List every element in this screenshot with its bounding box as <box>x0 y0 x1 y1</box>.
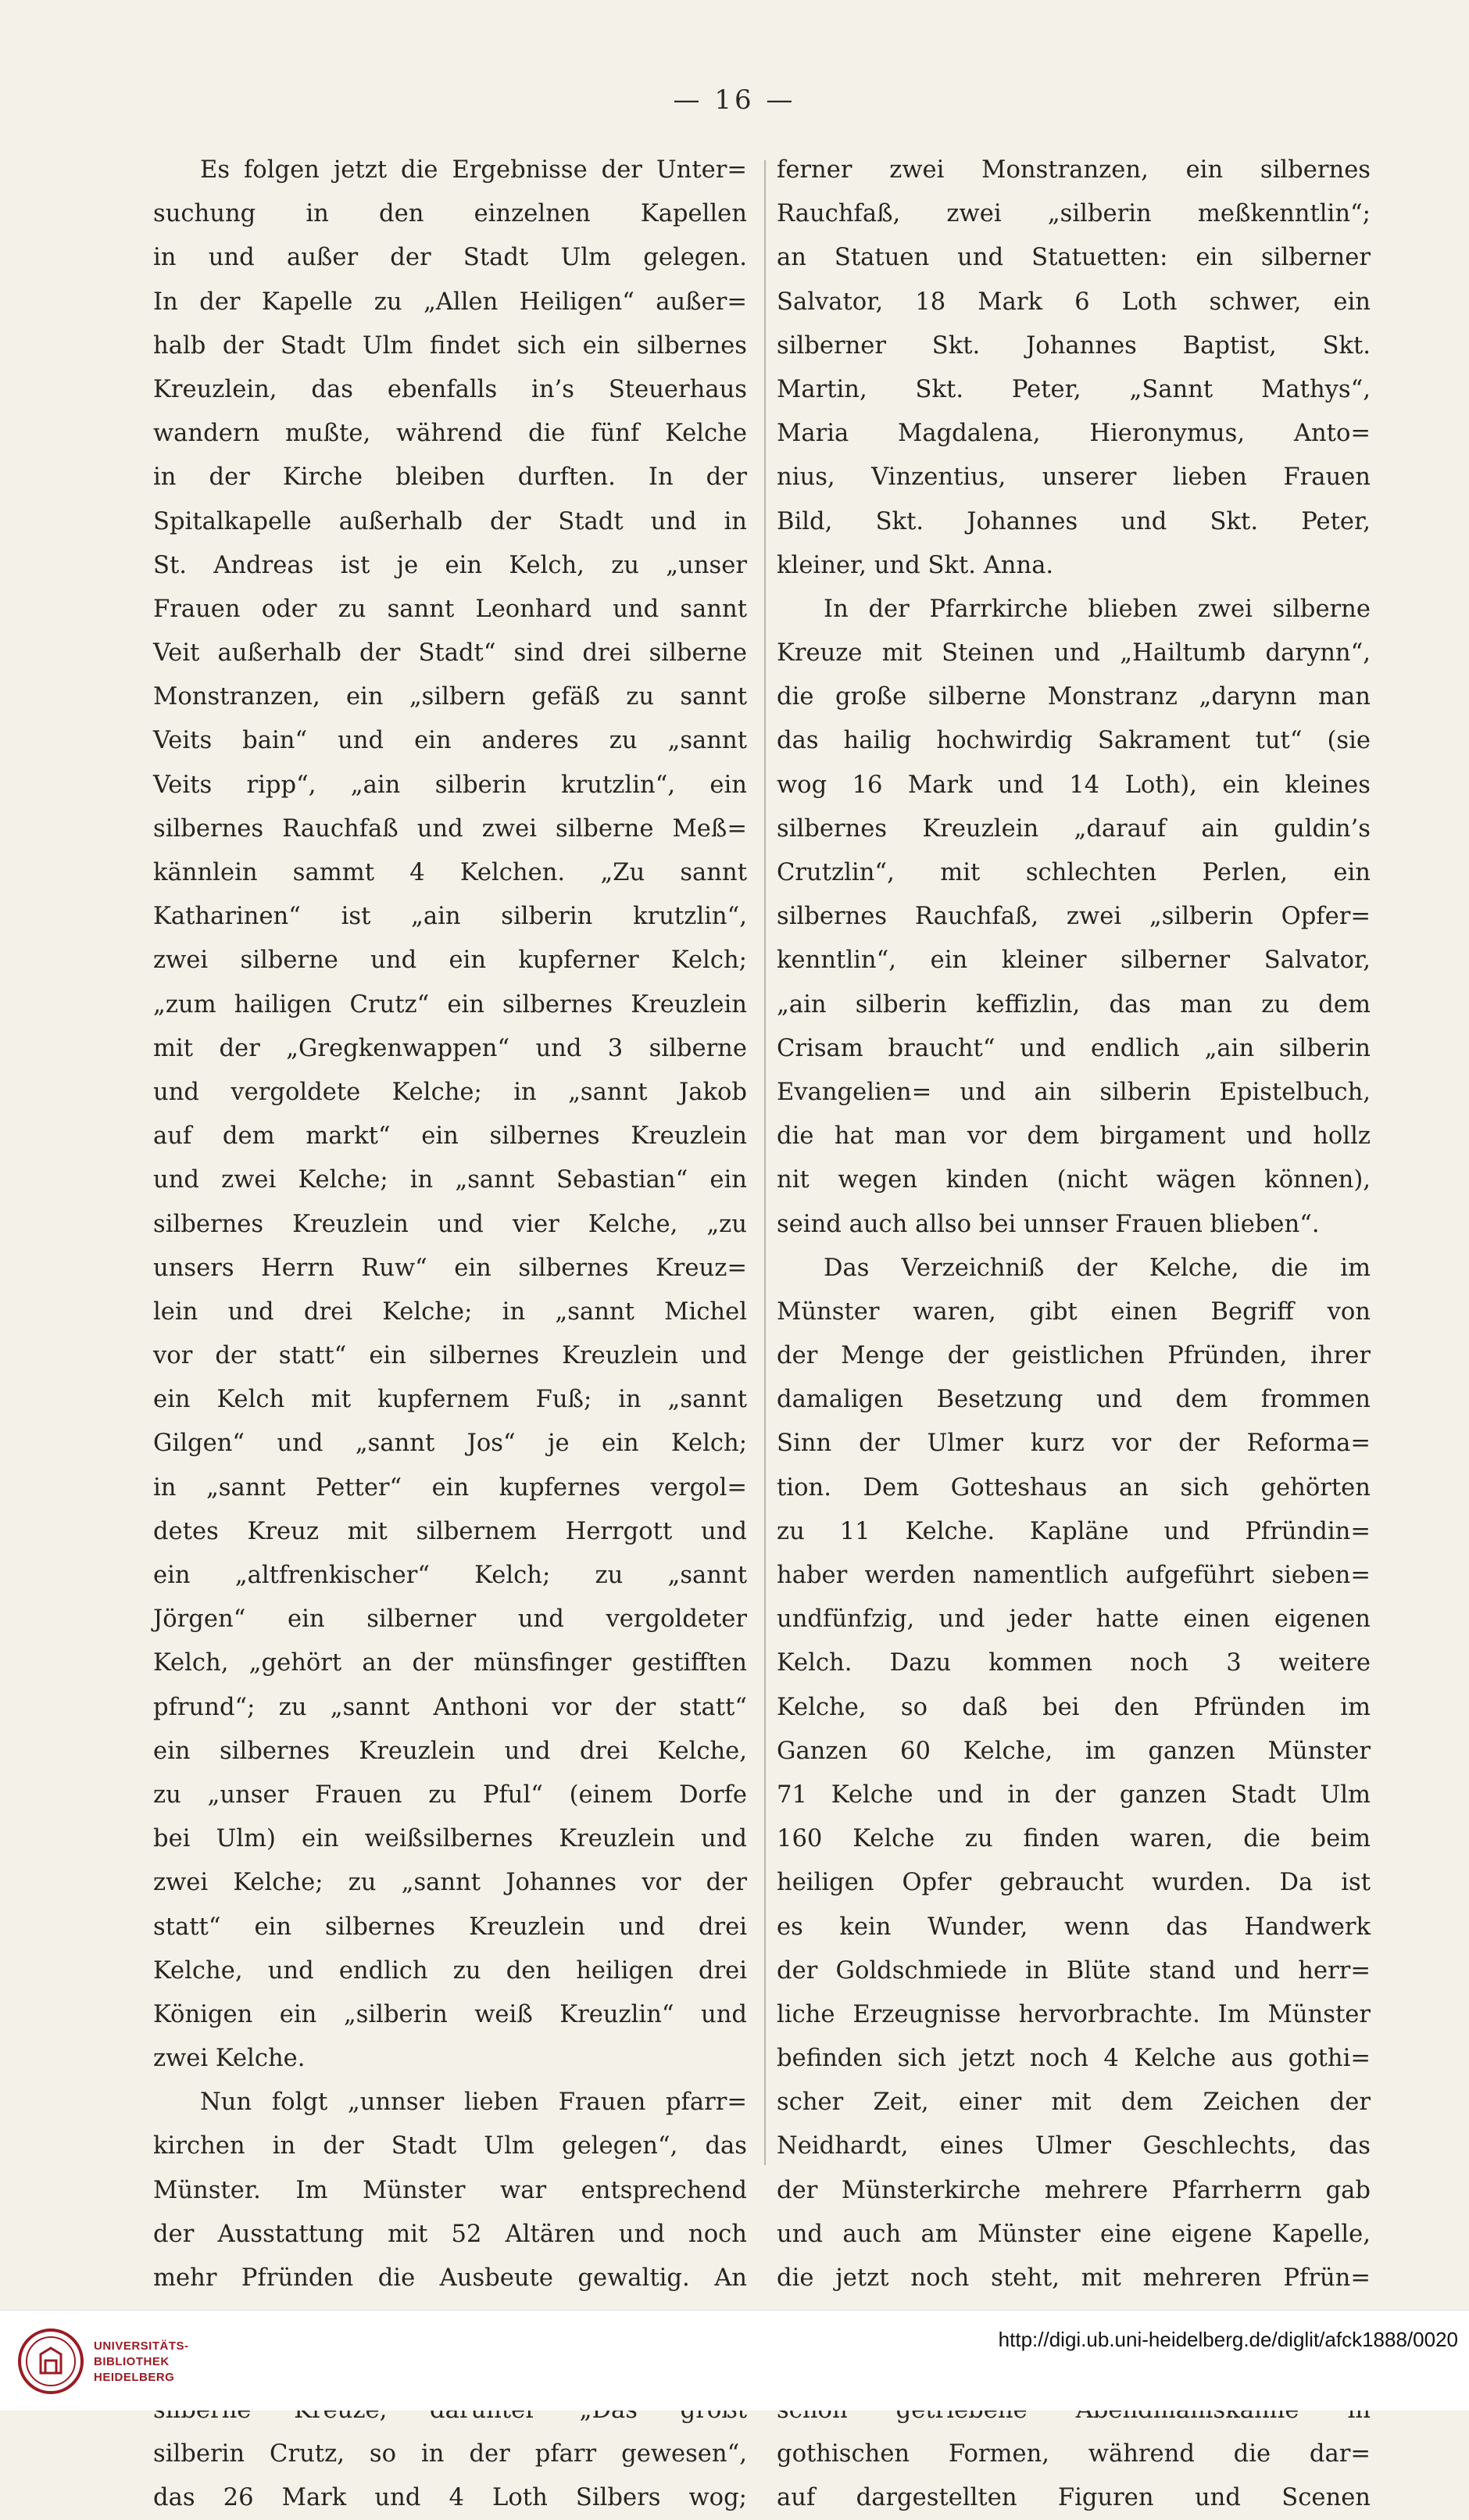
text-line: Monstranzen, ein „silbern gefäß zu sannt <box>153 683 747 711</box>
text-line: befinden sich jetzt noch 4 Kelche aus gothi= <box>777 2045 1371 2073</box>
text-line: Sinn der Ulmer kurz vor der Reforma= <box>777 1430 1371 1458</box>
text-line: zwei Kelche. <box>153 2045 306 2073</box>
text-line: Kelche, so daß bei den Pfründen im <box>777 1693 1371 1721</box>
text-line: undfünfzig, und jeder hatte einen eigenen <box>777 1605 1371 1634</box>
text-line: silbernes Kreuzlein „darauf ain guldin’s <box>777 814 1371 843</box>
text-line: Spitalkapelle außerhalb der Stadt und in <box>153 507 747 535</box>
text-line: St. Andreas ist je ein Kelch, zu „unser <box>153 551 747 579</box>
text-line: es kein Wunder, wenn das Handwerk <box>777 1913 1371 1941</box>
text-line: das 26 Mark und 4 Loth Silbers wog; <box>153 2483 747 2511</box>
text-line: tion. Dem Gotteshaus an sich gehörten <box>777 1473 1371 1502</box>
text-line: scher Zeit, einer mit dem Zeichen der <box>777 2089 1371 2117</box>
text-line: zwei silberne und ein kupferner Kelch; <box>153 947 747 975</box>
text-line: auf dem markt“ ein silbernes Kreuzlein <box>153 1122 747 1151</box>
text-line: Gilgen“ und „sannt Jos“ je ein Kelch; <box>153 1430 747 1458</box>
text-line: die hat man vor dem birgament und hollz <box>777 1122 1371 1151</box>
text-line: lein und drei Kelche; in „sannt Michel <box>153 1298 747 1326</box>
text-line: kenntlin“, ein kleiner silberner Salvator, <box>777 947 1371 975</box>
page-number: — 16 — <box>673 84 796 116</box>
text-line: die jetzt noch steht, mit mehreren Pfrün= <box>777 2264 1371 2292</box>
text-line: 71 Kelche und in der ganzen Stadt Ulm <box>777 1781 1371 1809</box>
text-line: der Münsterkirche mehrere Pfarrherrn gab <box>777 2176 1371 2204</box>
text-line: statt“ ein silbernes Kreuzlein und drei <box>153 1913 747 1941</box>
text-line: Veit außerhalb der Stadt“ sind drei silberne <box>153 639 747 668</box>
text-line: Ganzen 60 Kelche, im ganzen Münster <box>777 1737 1371 1765</box>
text-line: nit wegen kinden (nicht wägen können), <box>777 1166 1371 1194</box>
text-line: zu „unser Frauen zu Pful“ (einem Dorfe <box>153 1781 747 1809</box>
text-line: In der Kapelle zu „Allen Heiligen“ außer= <box>153 288 747 316</box>
text-line: Maria Magdalena, Hieronymus, Anto= <box>777 420 1371 448</box>
text-line: In der Pfarrkirche blieben zwei silberne <box>824 595 1371 623</box>
text-line: Nun folgt „unnser lieben Frauen pfarr= <box>200 2089 747 2117</box>
text-line: ferner zwei Monstranzen, ein silbernes <box>777 156 1371 184</box>
text-line: kirchen in der Stadt Ulm gelegen“, das <box>153 2132 747 2160</box>
text-line: der Goldschmiede in Blüte stand und herr= <box>777 1956 1371 1985</box>
text-line: Kreuze mit Steinen und „Hailtumb darynn“, <box>777 639 1371 668</box>
text-line: Martin, Skt. Peter, „Sannt Mathys“, <box>777 375 1371 403</box>
text-line: Kelch, „gehört an der münsfinger gestifften <box>153 1649 747 1677</box>
text-line: Rauchfaß, zwei „silberin meßkenntlin“; <box>777 200 1371 228</box>
text-line: Königen ein „silberin weiß Kreuzlin“ und <box>153 2000 747 2028</box>
text-line: ein „altfrenkischer“ Kelch; zu „sannt <box>153 1562 747 1589</box>
text-line: Kelch. Dazu kommen noch 3 weitere <box>777 1649 1371 1677</box>
logo-line-2: BIBLIOTHEK <box>94 2355 170 2368</box>
text-column-right <box>777 149 1371 2520</box>
text-line: seind auch allso bei unnser Frauen blieben“. <box>777 1210 1320 1238</box>
text-line: Veits bain“ und ein anderes zu „sannt <box>153 727 747 755</box>
text-line: in „sannt Petter“ ein kupfernes vergol= <box>153 1473 747 1502</box>
logo-line-3: HEIDELBERG <box>94 2371 175 2384</box>
text-line: das hailig hochwirdig Sakrament tut“ (sie <box>777 727 1371 755</box>
text-line: „ain silberin keffizlin, das man zu dem <box>777 990 1371 1018</box>
text-line: Jörgen“ ein silberner und vergoldeter <box>153 1605 747 1634</box>
text-line: die große silberne Monstranz „darynn man <box>777 683 1371 711</box>
text-line: silbernes Kreuzlein und vier Kelche, „zu <box>153 1210 747 1238</box>
text-line: auf dargestellten Figuren und Scenen <box>777 2483 1371 2511</box>
text-line: silberin Crutz, so in der pfarr gewesen“, <box>153 2439 747 2468</box>
library-logo-text <box>94 2339 189 2386</box>
text-line: Neidhardt, eines Ulmer Geschlechts, das <box>777 2132 1371 2160</box>
column-divider <box>764 160 766 2165</box>
text-line: der Ausstattung mit 52 Altären und noch <box>153 2220 747 2248</box>
text-column-left <box>153 149 747 2520</box>
text-line: wandern mußte, während die fünf Kelche <box>153 420 747 448</box>
university-seal-icon <box>17 2328 84 2395</box>
text-line: Veits ripp“, „ain silberin krutzlin“, ein <box>153 771 747 799</box>
text-line: kännlein sammt 4 Kelchen. „Zu sannt <box>153 859 747 886</box>
text-line: damaligen Besetzung und dem frommen <box>777 1386 1371 1414</box>
text-line: suchung in den einzelnen Kapellen <box>153 200 747 228</box>
text-line: pfrund“; zu „sannt Anthoni vor der statt“ <box>153 1693 747 1721</box>
text-line: heiligen Opfer gebraucht wurden. Da ist <box>777 1869 1371 1897</box>
text-line: Münster. Im Münster war entsprechend <box>153 2176 747 2204</box>
text-line: wog 16 Mark und 14 Loth), ein kleines <box>777 771 1371 799</box>
source-url[interactable]: http://digi.ub.uni-heidelberg.de/diglit/afck1888/0020 <box>998 2328 1458 2351</box>
text-line: halb der Stadt Ulm findet sich ein silbernes <box>153 331 747 360</box>
text-line: und auch am Münster eine eigene Kapelle, <box>777 2220 1371 2248</box>
text-line: Das Verzeichniß der Kelche, die im <box>824 1254 1371 1282</box>
text-line: ein silbernes Kreuzlein und drei Kelche, <box>153 1737 747 1765</box>
text-line: bei Ulm) ein weißsilbernes Kreuzlein und <box>153 1825 747 1853</box>
text-line: haber werden namentlich aufgeführt sieben= <box>777 1562 1371 1589</box>
text-line: der Menge der geistlichen Pfründen, ihrer <box>777 1342 1371 1370</box>
text-line: zwei Kelche; zu „sannt Johannes vor der <box>153 1869 747 1897</box>
text-line: silberner Skt. Johannes Baptist, Skt. <box>777 331 1371 360</box>
text-line: Es folgen jetzt die Ergebnisse der Unter= <box>200 156 747 184</box>
text-line: gothischen Formen, während die dar= <box>777 2439 1371 2468</box>
text-line: Crutzlin“, mit schlechten Perlen, ein <box>777 859 1371 886</box>
text-line: nius, Vinzentius, unserer lieben Frauen <box>777 464 1371 492</box>
text-line: silbernes Rauchfaß und zwei silberne Meß= <box>153 814 747 843</box>
library-logo[interactable] <box>17 2328 236 2398</box>
text-line: liche Erzeugnisse hervorbrachte. Im Münster <box>777 2000 1371 2028</box>
text-line: und vergoldete Kelche; in „sannt Jakob <box>153 1078 747 1106</box>
text-line: ein Kelch mit kupfernem Fuß; in „sannt <box>153 1386 747 1414</box>
text-line: Katharinen“ ist „ain silberin krutzlin“, <box>153 903 747 931</box>
text-line: Frauen oder zu sannt Leonhard und sannt <box>153 595 747 623</box>
text-line: in der Kirche bleiben durften. In der <box>153 464 747 492</box>
text-line: Bild, Skt. Johannes und Skt. Peter, <box>777 507 1371 535</box>
text-line: detes Kreuz mit silbernem Herrgott und <box>153 1517 747 1545</box>
text-line: silbernes Rauchfaß, zwei „silberin Opfer= <box>777 903 1371 931</box>
text-line: „zum hailigen Crutz“ ein silbernes Kreuzlein <box>153 990 747 1018</box>
text-line: vor der statt“ ein silbernes Kreuzlein und <box>153 1342 747 1370</box>
text-line: mehr Pfründen die Ausbeute gewaltig. An <box>153 2264 747 2292</box>
text-line: unsers Herrn Ruw“ ein silbernes Kreuz= <box>153 1254 747 1282</box>
text-line: Münster waren, gibt einen Begriff von <box>777 1298 1371 1326</box>
text-line: mit der „Gregkenwappen“ und 3 silberne <box>153 1034 747 1062</box>
viewer-footer <box>0 2310 1469 2411</box>
text-line: an Statuen und Statuetten: ein silberner <box>777 244 1371 272</box>
text-line: Salvator, 18 Mark 6 Loth schwer, ein <box>777 288 1371 316</box>
text-line: in und außer der Stadt Ulm gelegen. <box>153 244 747 272</box>
text-line: Kreuzlein, das ebenfalls in’s Steuerhaus <box>153 375 747 403</box>
text-line: kleiner, und Skt. Anna. <box>777 551 1054 579</box>
text-line: und zwei Kelche; in „sannt Sebastian“ ein <box>153 1166 747 1194</box>
text-line: Crisam braucht“ und endlich „ain silberin <box>777 1034 1371 1062</box>
logo-line-1: UNIVERSITÄTS- <box>94 2339 189 2353</box>
text-line: Evangelien= und ain silberin Epistelbuch, <box>777 1078 1371 1106</box>
text-line: 160 Kelche zu finden waren, die beim <box>777 1825 1371 1853</box>
text-line: Kelche, und endlich zu den heiligen drei <box>153 1956 747 1985</box>
text-line: zu 11 Kelche. Kapläne und Pfründin= <box>777 1517 1371 1545</box>
